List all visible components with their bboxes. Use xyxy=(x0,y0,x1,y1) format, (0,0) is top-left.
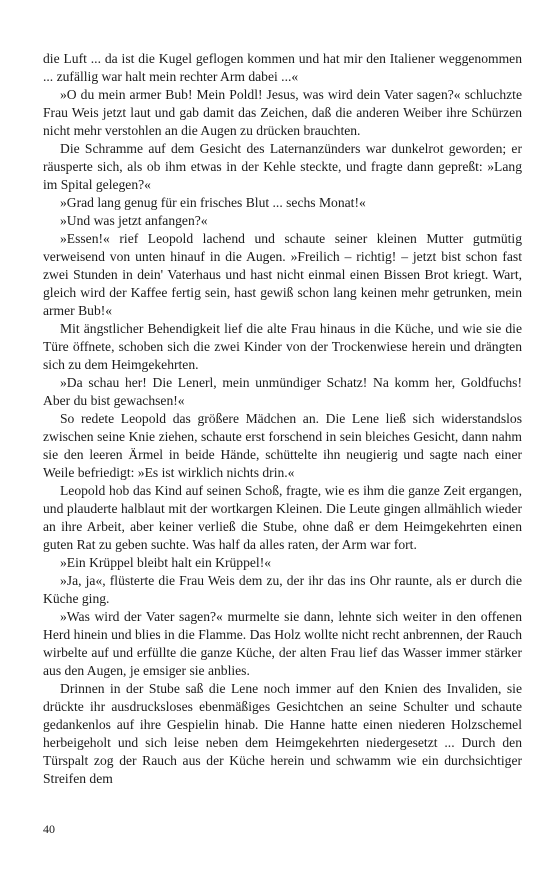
paragraph-12: »Ja, ja«, flüsterte die Frau Weis dem zu, der ihr das ins Ohr raunte, als er durch die Küche ging. xyxy=(43,573,522,606)
paragraph-6: »Essen!« rief Leopold lachend und schaute seiner kleinen Mutter gutmütig verweisend von unten hinauf in die Augen. »Freilich – richtig! – jetzt bist schon fast zwei Stunden in dein' Vaterhaus und hast nicht einmal einen Bissen Brot kriegt. Wart, gleich wird der Kaffee fertig sein, hast gewiß schon lang keinen mehr getrunken, mein armer Bub!« xyxy=(43,231,522,318)
paragraph-8: »Da schau her! Die Lenerl, mein unmündiger Schatz! Na komm her, Goldfuchs! Aber du bist gewachsen!« xyxy=(43,375,522,408)
paragraph-3: Die Schramme auf dem Gesicht des Laternanzünders war dunkelrot geworden; er räusperte sich, als ob ihm etwas in der Kehle steckte, und fragte dann gepreßt: »Lang im Spital gelegen?« xyxy=(43,141,522,192)
paragraph-7: Mit ängstlicher Behendigkeit lief die alte Frau hinaus in die Küche, und wie sie die Türe öffnete, schoben sich die zwei Kinder von der Trockenwiese herein und drängten sich zu dem Heimgekehrten. xyxy=(43,321,522,372)
page-number: 40 xyxy=(43,822,55,836)
page-body xyxy=(43,50,522,788)
paragraph-5: »Und was jetzt anfangen?« xyxy=(60,213,208,228)
paragraph-9: So redete Leopold das größere Mädchen an. Die Lene ließ sich widerstandslos zwischen seine Knie ziehen, schaute erst forschend in sein bleiches Gesicht, dann nahm sie den leeren Ärmel in beide Hände, schüttelte ihn neugierig und sagte nach einer Weile befriedigt: »Es ist wirklich nichts drin.« xyxy=(43,411,522,480)
paragraph-13: »Was wird der Vater sagen?« murmelte sie dann, lehnte sich weiter in den offenen Herd hinein und blies in die Flamme. Das Holz wollte nicht recht anbrennen, der Rauch wirbelte auf und erfüllte die ganze Küche, der alten Frau lief das Wasser immer stärker aus den Augen, je emsiger sie anblies. xyxy=(43,609,522,678)
paragraph-1: die Luft ... da ist die Kugel geflogen kommen und hat mir den Italiener weggenommen ... zufällig war halt mein rechter Arm dabei ...« xyxy=(43,51,522,84)
paragraph-2: »O du mein armer Bub! Mein Poldl! Jesus, was wird dein Vater sagen?« schluchzte Frau Weis jetzt laut und gab damit das Zeichen, daß die anderen Weiber ihre Schürzen nicht mehr verstohlen an die Augen zu drücken brauchten. xyxy=(43,87,522,138)
paragraph-11: »Ein Krüppel bleibt halt ein Krüppel!« xyxy=(60,555,272,570)
paragraph-14: Drinnen in der Stube saß die Lene noch immer auf den Knien des Invaliden, sie drückte ihr ausdrucksloses ebenmäßiges Gesichtchen an seine Schulter und schaute gedankenlos auf ihre Gespielin hinab. Die Hanne hatte einen niederen Holzschemel herbeigeholt und sich leise neben dem Heimgekehrten niedergesetzt ... Durch den Türspalt zog der Rauch aus der Küche herein und schwamm wie ein durchsichtiger Streifen dem xyxy=(43,681,522,786)
paragraph-4: »Grad lang genug für ein frisches Blut ... sechs Monat!« xyxy=(60,195,366,210)
paragraph-10: Leopold hob das Kind auf seinen Schoß, fragte, wie es ihm die ganze Zeit ergangen, und plauderte halblaut mit der wortkargen Kleinen. Die Leute gingen allmählich wieder an ihre Arbeit, aber keiner verließ die Stube, ohne daß er dem Heimgekehrten einen guten Rat zu geben suchte. Was half da alles raten, der Arm war fort. xyxy=(43,483,522,552)
